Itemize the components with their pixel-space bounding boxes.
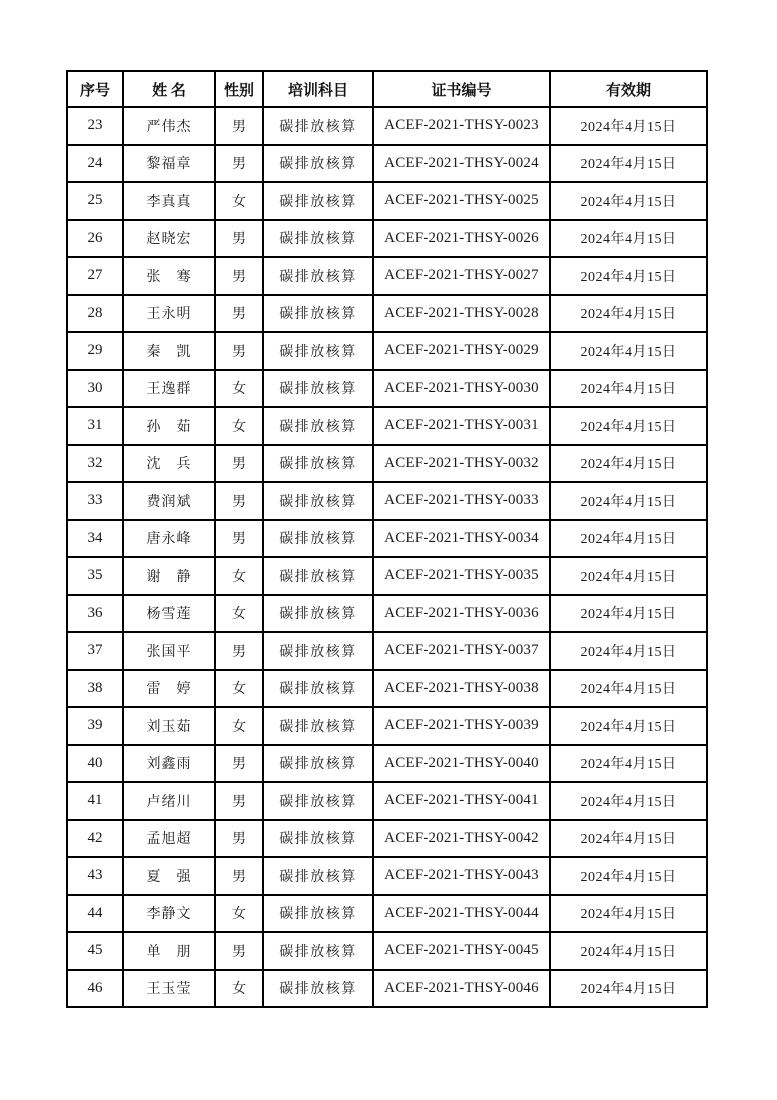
table-row [67,557,707,595]
cell-serial-number: 28 [67,295,123,333]
cell-certificate-id: ACEF-2021-THSY-0046 [373,970,550,1008]
cell-name: 张 骞 [123,257,215,295]
cell-subject: 碳排放核算 [263,707,373,745]
cell-serial-number: 37 [67,632,123,670]
cell-name: 雷 婷 [123,670,215,708]
cell-subject: 碳排放核算 [263,145,373,183]
table-row [67,782,707,820]
cell-certificate-id: ACEF-2021-THSY-0024 [373,145,550,183]
cell-gender: 男 [215,145,263,183]
cell-certificate-id: ACEF-2021-THSY-0025 [373,182,550,220]
cell-serial-number: 27 [67,257,123,295]
table-row [67,295,707,333]
cell-gender: 女 [215,370,263,408]
cell-gender: 男 [215,257,263,295]
cell-gender: 女 [215,895,263,933]
cell-gender: 女 [215,595,263,633]
cell-validity-date: 2024年4月15日 [550,895,707,933]
cell-gender: 女 [215,407,263,445]
cell-subject: 碳排放核算 [263,520,373,558]
cell-gender: 女 [215,182,263,220]
table-row [67,520,707,558]
cell-gender: 女 [215,707,263,745]
cell-subject: 碳排放核算 [263,820,373,858]
cell-gender: 男 [215,520,263,558]
cell-subject: 碳排放核算 [263,370,373,408]
cell-certificate-id: ACEF-2021-THSY-0044 [373,895,550,933]
cell-serial-number: 38 [67,670,123,708]
cell-certificate-id: ACEF-2021-THSY-0031 [373,407,550,445]
cell-certificate-id: ACEF-2021-THSY-0028 [373,295,550,333]
cell-validity-date: 2024年4月15日 [550,782,707,820]
cell-gender: 男 [215,332,263,370]
cell-subject: 碳排放核算 [263,482,373,520]
cell-gender: 男 [215,857,263,895]
cell-gender: 男 [215,932,263,970]
cell-serial-number: 35 [67,557,123,595]
cell-validity-date: 2024年4月15日 [550,670,707,708]
cell-subject: 碳排放核算 [263,782,373,820]
table-row [67,970,707,1008]
cell-serial-number: 32 [67,445,123,483]
cell-certificate-id: ACEF-2021-THSY-0037 [373,632,550,670]
cell-name: 杨雪莲 [123,595,215,633]
cell-validity-date: 2024年4月15日 [550,595,707,633]
cell-serial-number: 36 [67,595,123,633]
table-row [67,220,707,258]
table-row [67,632,707,670]
cell-certificate-id: ACEF-2021-THSY-0041 [373,782,550,820]
cell-name: 王玉莹 [123,970,215,1008]
cell-certificate-id: ACEF-2021-THSY-0040 [373,745,550,783]
certificate-table [66,70,708,1008]
table-row [67,145,707,183]
cell-serial-number: 24 [67,145,123,183]
cell-name: 严伟杰 [123,107,215,145]
cell-gender: 男 [215,107,263,145]
table-row [67,932,707,970]
cell-name: 刘玉茹 [123,707,215,745]
cell-serial-number: 46 [67,970,123,1008]
cell-subject: 碳排放核算 [263,220,373,258]
cell-name: 卢绪川 [123,782,215,820]
table-row [67,670,707,708]
cell-gender: 女 [215,970,263,1008]
cell-validity-date: 2024年4月15日 [550,370,707,408]
table-row [67,182,707,220]
table-row [67,595,707,633]
cell-name: 王永明 [123,295,215,333]
cell-subject: 碳排放核算 [263,932,373,970]
table-row [67,820,707,858]
col-header-cert: 证书编号 [373,71,550,107]
cell-subject: 碳排放核算 [263,632,373,670]
cell-validity-date: 2024年4月15日 [550,257,707,295]
cell-subject: 碳排放核算 [263,107,373,145]
cell-name: 单 朋 [123,932,215,970]
cell-certificate-id: ACEF-2021-THSY-0039 [373,707,550,745]
cell-name: 唐永峰 [123,520,215,558]
cell-gender: 男 [215,820,263,858]
col-header-gender: 性别 [215,71,263,107]
cell-gender: 女 [215,557,263,595]
cell-subject: 碳排放核算 [263,332,373,370]
table-row [67,482,707,520]
cell-validity-date: 2024年4月15日 [550,407,707,445]
cell-validity-date: 2024年4月15日 [550,145,707,183]
cell-gender: 男 [215,745,263,783]
cell-serial-number: 30 [67,370,123,408]
cell-subject: 碳排放核算 [263,295,373,333]
cell-certificate-id: ACEF-2021-THSY-0029 [373,332,550,370]
cell-subject: 碳排放核算 [263,407,373,445]
cell-subject: 碳排放核算 [263,745,373,783]
header-row [67,71,707,107]
table-row [67,370,707,408]
cell-validity-date: 2024年4月15日 [550,632,707,670]
cell-gender: 男 [215,482,263,520]
cell-name: 赵晓宏 [123,220,215,258]
cell-name: 张国平 [123,632,215,670]
cell-validity-date: 2024年4月15日 [550,295,707,333]
cell-serial-number: 43 [67,857,123,895]
cell-validity-date: 2024年4月15日 [550,332,707,370]
table-row [67,332,707,370]
cell-name: 李真真 [123,182,215,220]
cell-serial-number: 44 [67,895,123,933]
cell-gender: 男 [215,295,263,333]
cell-serial-number: 42 [67,820,123,858]
cell-certificate-id: ACEF-2021-THSY-0026 [373,220,550,258]
table-row [67,445,707,483]
table-row [67,857,707,895]
cell-serial-number: 34 [67,520,123,558]
cell-gender: 男 [215,220,263,258]
cell-name: 费润斌 [123,482,215,520]
cell-serial-number: 45 [67,932,123,970]
col-header-no: 序号 [67,71,123,107]
cell-certificate-id: ACEF-2021-THSY-0023 [373,107,550,145]
cell-serial-number: 31 [67,407,123,445]
cell-subject: 碳排放核算 [263,670,373,708]
cell-subject: 碳排放核算 [263,857,373,895]
cell-gender: 男 [215,632,263,670]
cell-serial-number: 25 [67,182,123,220]
table-row [67,745,707,783]
cell-name: 王逸群 [123,370,215,408]
cell-serial-number: 26 [67,220,123,258]
cell-serial-number: 23 [67,107,123,145]
cell-subject: 碳排放核算 [263,257,373,295]
cell-serial-number: 29 [67,332,123,370]
cell-validity-date: 2024年4月15日 [550,557,707,595]
cell-serial-number: 40 [67,745,123,783]
cell-certificate-id: ACEF-2021-THSY-0038 [373,670,550,708]
cell-certificate-id: ACEF-2021-THSY-0027 [373,257,550,295]
cell-certificate-id: ACEF-2021-THSY-0043 [373,857,550,895]
cell-validity-date: 2024年4月15日 [550,182,707,220]
col-header-name: 姓 名 [123,71,215,107]
col-header-subject: 培训科目 [263,71,373,107]
table-body [67,107,707,1007]
cell-validity-date: 2024年4月15日 [550,932,707,970]
cell-name: 刘鑫雨 [123,745,215,783]
cell-certificate-id: ACEF-2021-THSY-0045 [373,932,550,970]
cell-subject: 碳排放核算 [263,557,373,595]
table-row [67,707,707,745]
cell-validity-date: 2024年4月15日 [550,707,707,745]
cell-certificate-id: ACEF-2021-THSY-0042 [373,820,550,858]
cell-certificate-id: ACEF-2021-THSY-0036 [373,595,550,633]
cell-subject: 碳排放核算 [263,182,373,220]
cell-serial-number: 39 [67,707,123,745]
cell-validity-date: 2024年4月15日 [550,520,707,558]
cell-certificate-id: ACEF-2021-THSY-0033 [373,482,550,520]
cell-subject: 碳排放核算 [263,445,373,483]
cell-name: 孟旭超 [123,820,215,858]
cell-serial-number: 41 [67,782,123,820]
table-row [67,407,707,445]
table-row [67,895,707,933]
cell-certificate-id: ACEF-2021-THSY-0030 [373,370,550,408]
cell-validity-date: 2024年4月15日 [550,820,707,858]
table-row [67,107,707,145]
cell-gender: 女 [215,670,263,708]
cell-validity-date: 2024年4月15日 [550,745,707,783]
cell-subject: 碳排放核算 [263,970,373,1008]
cell-name: 夏 强 [123,857,215,895]
cell-gender: 男 [215,782,263,820]
cell-name: 孙 茹 [123,407,215,445]
cell-validity-date: 2024年4月15日 [550,970,707,1008]
cell-validity-date: 2024年4月15日 [550,220,707,258]
col-header-validity: 有效期 [550,71,707,107]
cell-gender: 男 [215,445,263,483]
cell-validity-date: 2024年4月15日 [550,445,707,483]
cell-name: 黎福章 [123,145,215,183]
cell-certificate-id: ACEF-2021-THSY-0034 [373,520,550,558]
table-row [67,257,707,295]
cell-name: 沈 兵 [123,445,215,483]
cell-subject: 碳排放核算 [263,895,373,933]
cell-validity-date: 2024年4月15日 [550,857,707,895]
cell-certificate-id: ACEF-2021-THSY-0032 [373,445,550,483]
cell-name: 李静文 [123,895,215,933]
cell-validity-date: 2024年4月15日 [550,482,707,520]
cell-certificate-id: ACEF-2021-THSY-0035 [373,557,550,595]
cell-subject: 碳排放核算 [263,595,373,633]
cell-name: 谢 静 [123,557,215,595]
cell-validity-date: 2024年4月15日 [550,107,707,145]
cell-name: 秦 凯 [123,332,215,370]
cell-serial-number: 33 [67,482,123,520]
